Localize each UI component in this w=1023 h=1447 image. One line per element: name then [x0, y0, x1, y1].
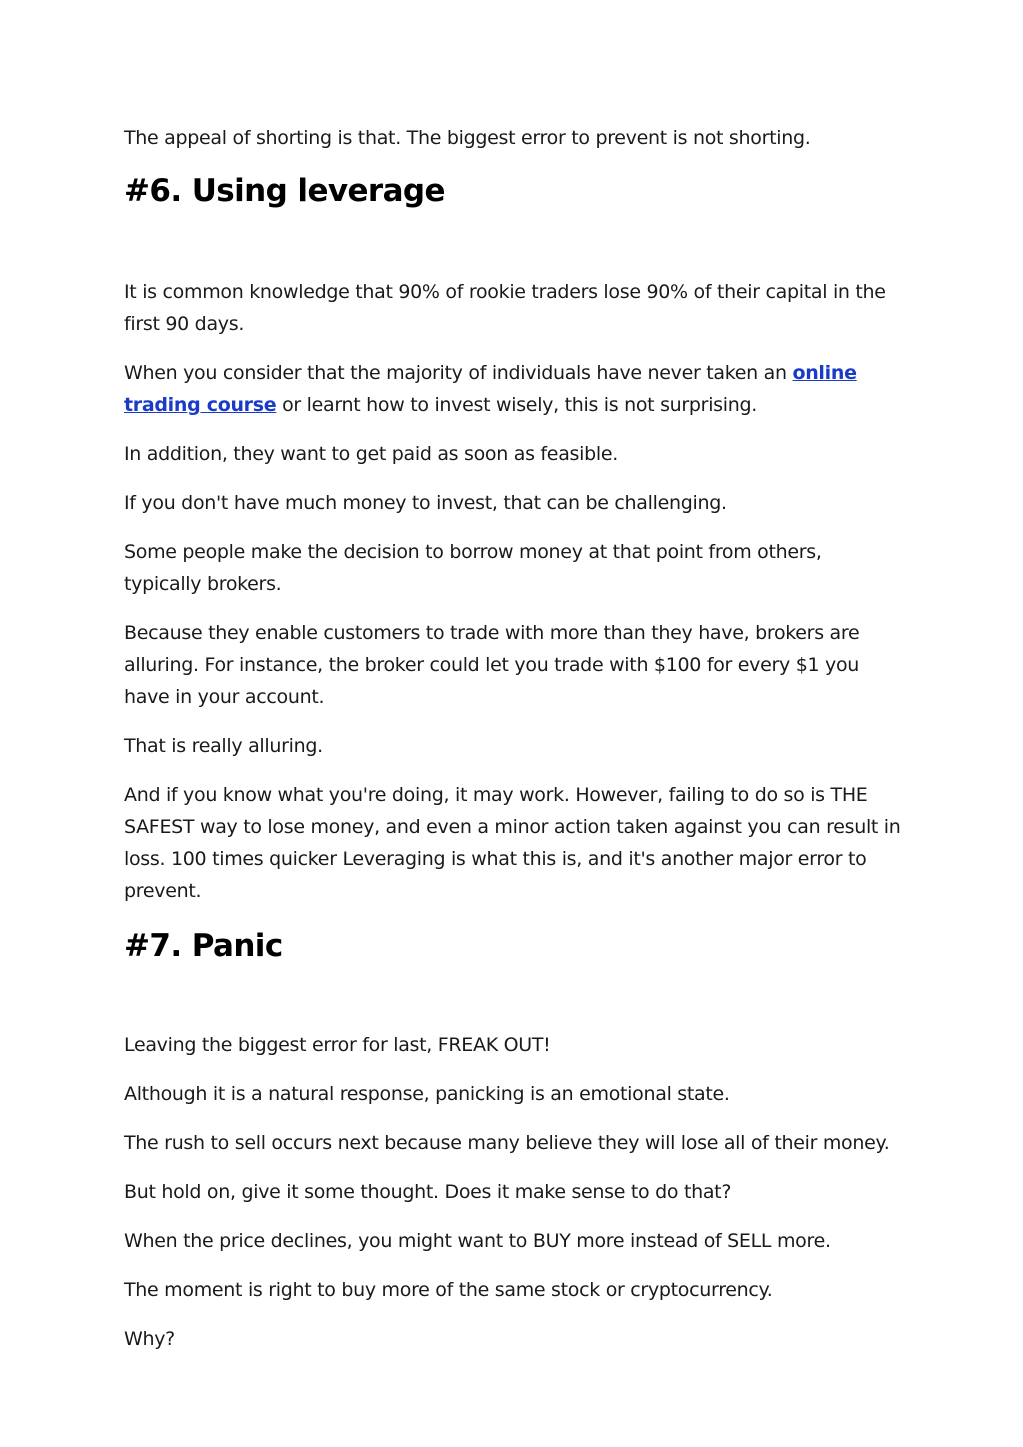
- paragraph: It is common knowledge that 90% of rookie traders lose 90% of their capital in the first 90 days.: [124, 281, 886, 335]
- paragraph: Some people make the decision to borrow money at that point from others, typically brokers.: [124, 541, 822, 595]
- paragraph: Because they enable customers to trade with more than they have, brokers are alluring. For instance, the broker could let you trade with $100 for every $1 you have in your account.: [124, 622, 860, 708]
- paragraph: But hold on, give it some thought. Does it make sense to do that?: [124, 1181, 732, 1203]
- paragraph: Leaving the biggest error for last, FREAK OUT!: [124, 1034, 551, 1056]
- paragraph: Why?: [124, 1328, 175, 1350]
- online-trading-course-link[interactable]: online trading course: [124, 362, 857, 416]
- document-page: [124, 122, 904, 1372]
- section-heading-using-leverage: #6. Using leverage: [124, 173, 445, 209]
- paragraph: The rush to sell occurs next because many believe they will lose all of their money.: [124, 1132, 890, 1154]
- paragraph: The moment is right to buy more of the same stock or cryptocurrency.: [124, 1279, 773, 1301]
- paragraph: Although it is a natural response, panicking is an emotional state.: [124, 1083, 730, 1105]
- paragraph: And if you know what you're doing, it may work. However, failing to do so is THE SAFEST way to lose money, and even a minor action taken against you can result in loss. 100 times quicker Leveraging is what this is, and it's another major error to prevent.: [124, 784, 901, 902]
- paragraph: When the price declines, you might want to BUY more instead of SELL more.: [124, 1230, 831, 1252]
- intro-paragraph: The appeal of shorting is that. The biggest error to prevent is not shorting.: [124, 127, 811, 149]
- paragraph-text: or learnt how to invest wisely, this is not surprising.: [276, 394, 757, 416]
- paragraph-with-link: [124, 357, 904, 421]
- paragraph-text: When you consider that the majority of individuals have never taken an: [124, 362, 793, 384]
- section-heading-panic: #7. Panic: [124, 928, 283, 964]
- paragraph: In addition, they want to get paid as soon as feasible.: [124, 443, 618, 465]
- paragraph: If you don't have much money to invest, that can be challenging.: [124, 492, 727, 514]
- paragraph: That is really alluring.: [124, 735, 323, 757]
